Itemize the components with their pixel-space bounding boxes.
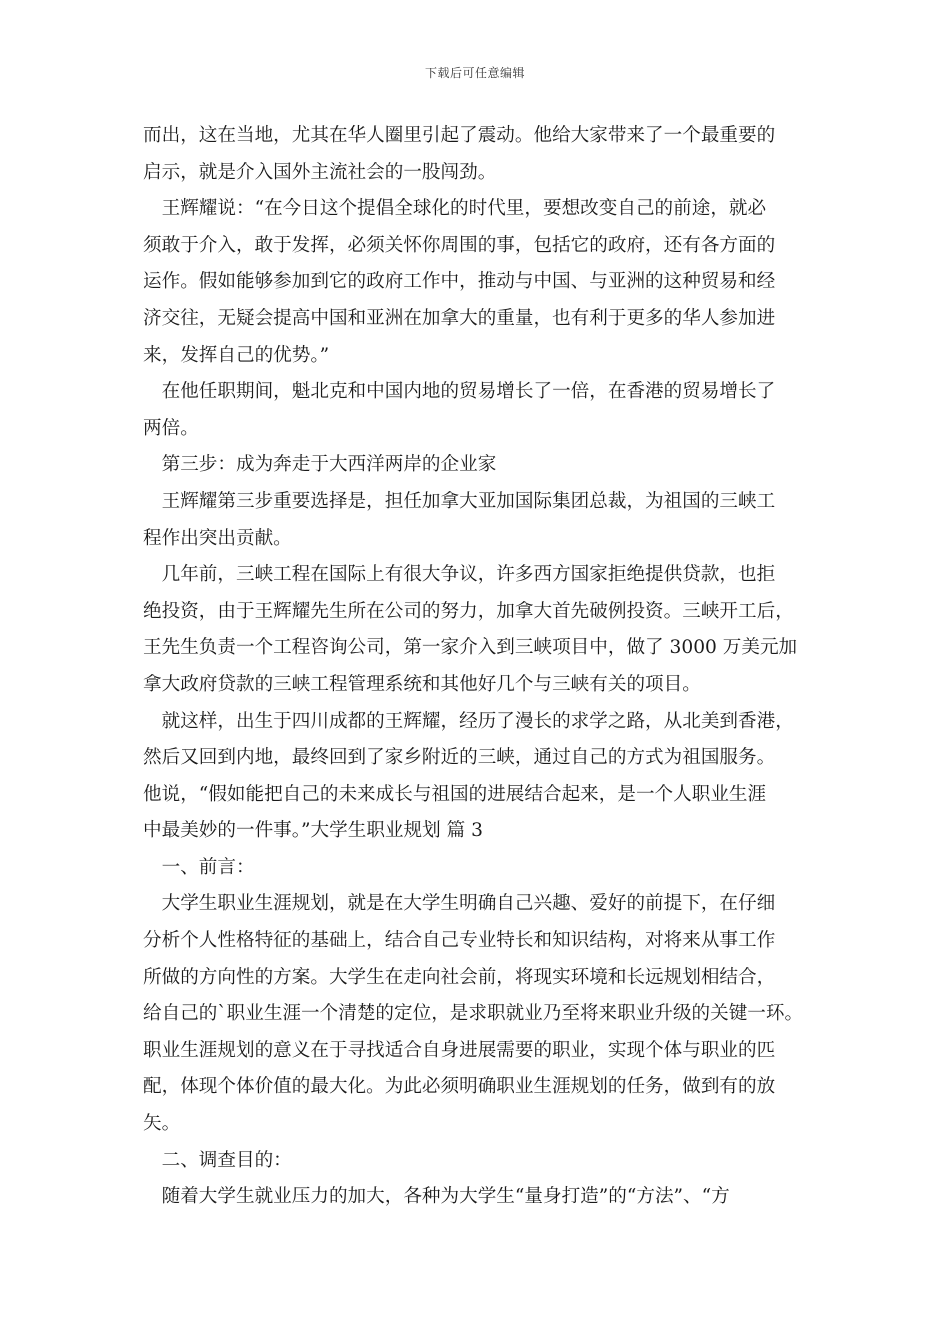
text-line: 须敢于介入，敢于发挥，必须关怀你周围的事，包括它的政府，还有各方面的: [143, 234, 776, 256]
text-line: 来，发挥自己的优势。”: [143, 344, 330, 366]
text-line: 大学生职业生涯规划，就是在大学生明确自己兴趣、爱好的前提下，在仔细: [143, 893, 776, 915]
text-line: 运作。假如能够参加到它的政府工作中，推动与中国、与亚洲的这种贸易和经: [143, 271, 776, 293]
text-line: 配，体现个体价值的最大化。为此必须明确职业生涯规划的任务，做到有的放: [143, 1076, 776, 1098]
text-line: 启示，就是介入国外主流社会的一股闯劲。: [143, 161, 497, 183]
text-line: 职业生涯规划的意义在于寻找适合自身进展需要的职业，实现个体与职业的匹: [143, 1039, 776, 1061]
section-heading: 第三步：成为奔走于大西洋两岸的企业家: [143, 454, 497, 476]
text-line: 在他任职期间，魁北克和中国内地的贸易增长了一倍，在香港的贸易增长了: [143, 381, 776, 403]
text-line: 王先生负责一个工程咨询公司，第一家介入到三峡项目中，做了 3000 万美元加: [143, 637, 798, 659]
text-line: 程作出突出贡献。: [143, 527, 292, 549]
text-line: 而出，这在当地，尤其在华人圈里引起了震动。他给大家带来了一个最重要的: [143, 125, 776, 146]
document-body: [143, 118, 823, 1216]
text-line: 绝投资，由于王辉耀先生所在公司的努力，加拿大首先破例投资。三峡开工后，: [143, 600, 794, 622]
text-line: 中最美妙的一件事。”大学生职业规划 篇 3: [143, 820, 483, 842]
text-line: 矢。: [143, 1113, 181, 1135]
text-line: 济交往，无疑会提高中国和亚洲在加拿大的重量，也有利于更多的华人参加进: [143, 307, 776, 329]
text-line: 然后又回到内地，最终回到了家乡附近的三峡，通过自己的方式为祖国服务。: [143, 747, 776, 769]
text-line: 他说，“假如能把自己的未来成长与祖国的进展结合起来，是一个人职业生涯: [143, 783, 767, 805]
section-heading: 一、前言：: [143, 856, 255, 878]
text-line: 给自己的`职业生涯一个清楚的定位，是求职就业乃至将来职业升级的关键一环。: [143, 1003, 804, 1025]
text-line: 王辉耀说：“在今日这个提倡全球化的时代里，要想改变自己的前途，就必: [143, 198, 767, 220]
text-line: 王辉耀第三步重要选择是，担任加拿大亚加国际集团总裁，为祖国的三峡工: [143, 490, 776, 512]
section-heading: 二、调查目的：: [143, 1149, 292, 1171]
text-line: 分析个人性格特征的基础上，结合自己专业特长和知识结构，对将来从事工作: [143, 930, 776, 952]
text-line: 拿大政府贷款的三峡工程管理系统和其他好几个与三峡有关的项目。: [143, 673, 701, 695]
text-line: 几年前，三峡工程在国际上有很大争议，许多西方国家拒绝提供贷款，也拒: [143, 564, 776, 586]
text-line: 随着大学生就业压力的加大，各种为大学生“量身打造”的“方法”、“方: [143, 1186, 730, 1208]
text-line: 两倍。: [143, 417, 199, 439]
page-header: 下载后可任意编辑: [424, 66, 525, 80]
text-line: 所做的方向性的方案。大学生在走向社会前，将现实环境和长远规划相结合，: [143, 966, 776, 988]
text-line: 就这样，出生于四川成都的王辉耀，经历了漫长的求学之路，从北美到香港，: [143, 710, 794, 732]
